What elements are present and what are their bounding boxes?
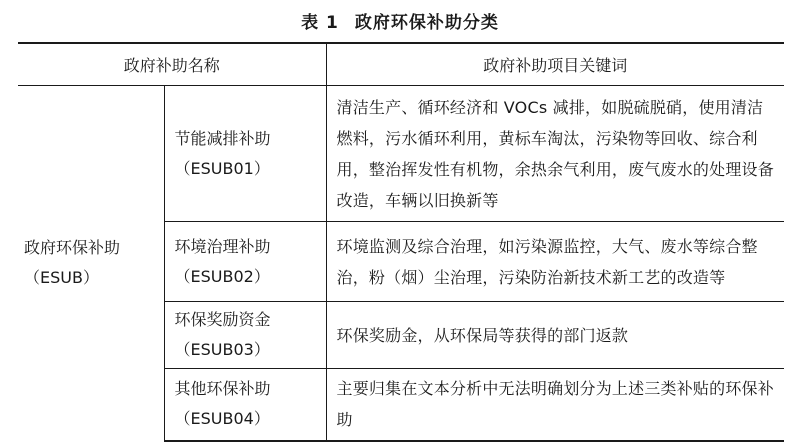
keywords-cell: 清洁生产、循环经济和 VOCs 减排，如脱硫脱硝，使用清洁燃料，污水循环利用，黄标车淘汰，污染物等回收、综合利用，整治挥发性有机物，余热余气利用，废气废水的处理设备改造，车辆以旧换新等: [326, 86, 784, 222]
table-row: [18, 86, 784, 222]
subsidy-type-name: 节能减排补助: [174, 128, 271, 148]
subsidy-type-cell: [164, 222, 326, 302]
subsidy-type-cell: [164, 302, 326, 369]
group-code: （ESUB）: [24, 268, 99, 288]
table-caption: [0, 8, 800, 33]
header-keywords: 政府补助项目关键词: [326, 43, 784, 86]
subsidy-type-name: 环保奖励资金: [174, 310, 271, 329]
table-number: 表 1: [301, 13, 339, 33]
table-title: 政府环保补助分类: [354, 13, 499, 33]
keywords-cell: 主要归集在文本分析中无法明确划分为上述三类补贴的环保补助: [326, 369, 784, 441]
subsidy-type-code: （ESUB02）: [174, 266, 270, 286]
subsidy-type-code: （ESUB01）: [174, 158, 270, 178]
keywords-cell: 环保奖励金，从环保局等获得的部门返款: [326, 302, 784, 369]
keywords-cell: 环境监测及综合治理，如污染源监控，大气、废水等综合整治，粉（烟）尘治理，污染防治新技术新工艺的改造等: [326, 222, 784, 302]
subsidy-type-code: （ESUB03）: [174, 340, 270, 359]
group-name: 政府环保补助: [24, 238, 121, 258]
subsidy-type-name: 其他环保补助: [174, 379, 271, 399]
subsidy-type-code: （ESUB04）: [174, 409, 270, 429]
header-subsidy-name: 政府补助名称: [18, 43, 326, 86]
subsidy-type-name: 环境治理补助: [174, 236, 271, 256]
subsidy-type-cell: [164, 86, 326, 222]
header-row: [18, 43, 784, 86]
subsidy-classification-table: [18, 42, 784, 442]
group-cell: [18, 86, 164, 441]
subsidy-type-cell: [164, 369, 326, 441]
